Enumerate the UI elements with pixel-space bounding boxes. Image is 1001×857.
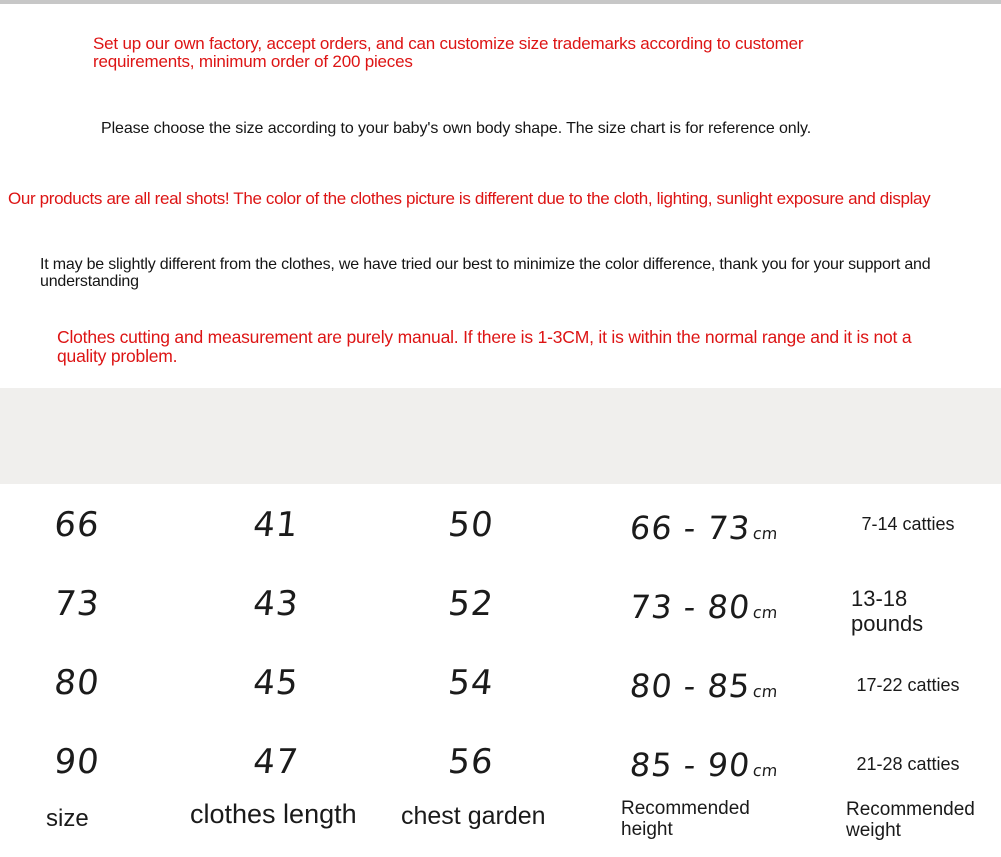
size-chart-cell-height bbox=[630, 667, 778, 705]
size-chart-cell-weight bbox=[861, 514, 1001, 535]
size-chart-cell-weight bbox=[856, 754, 1001, 775]
chest-value: 52 bbox=[446, 584, 496, 624]
length-value: 43 bbox=[251, 584, 301, 624]
color-difference-note-text: It may be slightly different from the clothes, we have tried our best to minimize the color difference, thank you for your support and understanding bbox=[40, 256, 931, 290]
header-chest-garden: chest garden bbox=[401, 802, 546, 830]
chest-value: 50 bbox=[446, 505, 496, 545]
height-value: 66 - 73 bbox=[628, 509, 753, 547]
weight-value: 13-18 pounds bbox=[851, 586, 924, 636]
header-recommended-height: Recommended height bbox=[621, 798, 750, 840]
size-chart-cell-size bbox=[52, 742, 122, 782]
factory-note-text: Set up our own factory, accept orders, and can customize size trademarks according to customer requirements, minimum order of 200 pieces bbox=[93, 34, 804, 71]
size-chart-cell-size bbox=[52, 663, 122, 703]
height-value: 73 - 80 bbox=[628, 588, 753, 626]
size-chart-cell-height bbox=[630, 746, 778, 784]
size-chart-cell-height bbox=[630, 509, 778, 547]
real-shots-note-text: Our products are all real shots! The color of the clothes picture is different due to the cloth, lighting, sunlight exposure and display bbox=[8, 189, 931, 208]
size-chart-cell-length bbox=[251, 742, 321, 782]
weight-value: 7-14 catties bbox=[861, 514, 955, 534]
size-chart-cell-size bbox=[52, 584, 122, 624]
size-chart-cell-length bbox=[251, 663, 321, 703]
size-value: 90 bbox=[52, 742, 102, 782]
height-unit: cm bbox=[752, 761, 779, 780]
size-chart-cell-chest bbox=[446, 505, 516, 545]
size-chart-cell-height bbox=[630, 588, 778, 626]
height-unit: cm bbox=[752, 524, 779, 543]
size-chart-cell-length bbox=[251, 505, 321, 545]
chest-value: 56 bbox=[446, 742, 496, 782]
length-value: 47 bbox=[251, 742, 301, 782]
height-unit: cm bbox=[752, 682, 779, 701]
height-value: 80 - 85 bbox=[628, 667, 753, 705]
weight-value: 21-28 catties bbox=[856, 754, 960, 774]
size-chart-cell-size bbox=[52, 505, 122, 545]
height-unit: cm bbox=[752, 603, 779, 622]
height-value: 85 - 90 bbox=[628, 746, 753, 784]
size-chart-cell-chest bbox=[446, 584, 516, 624]
chest-value: 54 bbox=[446, 663, 496, 703]
size-value: 80 bbox=[52, 663, 102, 703]
header-recommended-weight: Recommended weight bbox=[846, 799, 975, 841]
header-size: size bbox=[46, 805, 89, 832]
length-value: 45 bbox=[251, 663, 301, 703]
size-chart-cell-weight bbox=[856, 675, 1001, 696]
length-value: 41 bbox=[251, 505, 301, 545]
size-value: 66 bbox=[52, 505, 102, 545]
size-chart-cell-chest bbox=[446, 742, 516, 782]
header-clothes-length: clothes length bbox=[190, 799, 357, 829]
size-value: 73 bbox=[52, 584, 102, 624]
top-divider-strip bbox=[0, 0, 1001, 4]
size-chart-cell-length bbox=[251, 584, 321, 624]
size-chart-cell-weight bbox=[851, 586, 971, 636]
weight-value: 17-22 catties bbox=[856, 675, 960, 695]
size-chart-cell-chest bbox=[446, 663, 516, 703]
choose-size-note-text: Please choose the size according to your baby's own body shape. The size chart is for reference only. bbox=[101, 120, 812, 137]
measurement-note-text: Clothes cutting and measurement are purely manual. If there is 1-3CM, it is within the normal range and it is not a quality problem. bbox=[57, 327, 912, 366]
